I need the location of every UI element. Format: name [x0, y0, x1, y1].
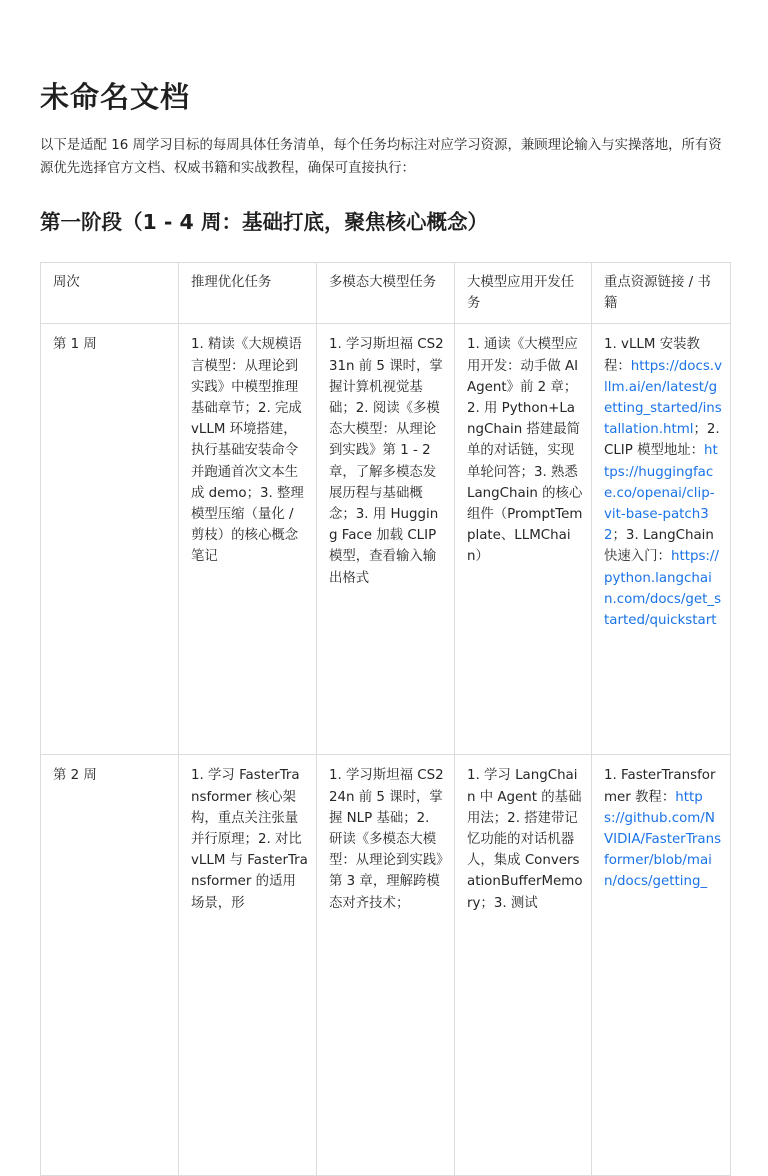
- resource-link-clip[interactable]: https://huggingface.co/openai/clip-vit-base-patch32: [604, 443, 718, 544]
- weekly-task-table-container: [40, 262, 730, 1176]
- cell-resources: [592, 755, 731, 1176]
- weekly-task-table: [40, 262, 731, 1176]
- table-row: [41, 755, 731, 1176]
- resource-link-langchain[interactable]: https://python.langchain.com/docs/get_started/quickstart: [604, 549, 722, 629]
- cell-resources: [592, 324, 731, 755]
- document-title: 未命名文档: [40, 80, 191, 114]
- header-week: 周次: [41, 263, 179, 324]
- cell-appdev-task: 1. 通读《大模型应用开发：动手做 AI Agent》前 2 章；2. 用 Python+LangChain 搭建最简单的对话链，实现单轮问答；3. 熟悉 LangChain 的核心组件（PromptTemplate、LLMChain）: [455, 324, 592, 755]
- resource-text: 1. vLLM 安装教程：: [604, 337, 700, 374]
- header-inference-task: 推理优化任务: [179, 263, 317, 324]
- cell-inference-task: 1. 学习 FasterTransformer 核心架构，重点关注张量并行原理；2. 对比 vLLM 与 FasterTransformer 的适用场景，形: [179, 755, 317, 1176]
- cell-appdev-task: 1. 学习 LangChain 中 Agent 的基础用法；2. 搭建带记忆功能的对话机器人，集成 ConversationBufferMemory；3. 测试: [455, 755, 592, 1176]
- resource-link-fastertransformer[interactable]: https://github.com/NVIDIA/FasterTransformer/blob/main/docs/getting_: [604, 789, 722, 890]
- header-resources: 重点资源链接 / 书籍: [592, 263, 731, 324]
- resource-text: ；3. LangChain 快速入门：: [604, 528, 714, 565]
- cell-inference-task: 1. 精读《大规模语言模型：从理论到实践》中模型推理基础章节；2. 完成 vLLM 环境搭建，执行基础安装命令并跑通首次文本生成 demo；3. 整理模型压缩（量化 / 剪枝）的核心概念笔记: [179, 324, 317, 755]
- cell-multimodal-task: 1. 学习斯坦福 CS231n 前 5 课时，掌握计算机视觉基础；2. 阅读《多模态大模型：从理论到实践》第 1 - 2 章，了解多模态发展历程与基础概念；3. 用 Hugging Face 加载 CLIP 模型，查看输入输出格式: [317, 324, 455, 755]
- cell-multimodal-task: 1. 学习斯坦福 CS224n 前 5 课时，掌握 NLP 基础；2. 研读《多模态大模型：从理论到实践》第 3 章，理解跨模态对齐技术；: [317, 755, 455, 1176]
- table-header-row: [41, 263, 731, 324]
- header-multimodal-task: 多模态大模型任务: [317, 263, 455, 324]
- header-appdev-task: 大模型应用开发任务: [455, 263, 592, 324]
- resource-text: 1. FasterTransformer 教程：: [604, 768, 716, 805]
- resource-text: ；2. CLIP 模型地址：: [604, 422, 720, 459]
- section-heading: 第一阶段（1 - 4 周：基础打底，聚焦核心概念）: [40, 210, 488, 234]
- cell-week: 第 1 周: [41, 324, 179, 755]
- cell-week: 第 2 周: [41, 755, 179, 1176]
- table-row: [41, 324, 731, 755]
- resource-link-vllm[interactable]: https://docs.vllm.ai/en/latest/getting_started/installation.html: [604, 358, 722, 438]
- intro-paragraph: 以下是适配 16 周学习目标的每周具体任务清单，每个任务均标注对应学习资源，兼顾理论输入与实操落地，所有资源优先选择官方文档、权威书籍和实战教程，确保可直接执行：: [40, 138, 722, 176]
